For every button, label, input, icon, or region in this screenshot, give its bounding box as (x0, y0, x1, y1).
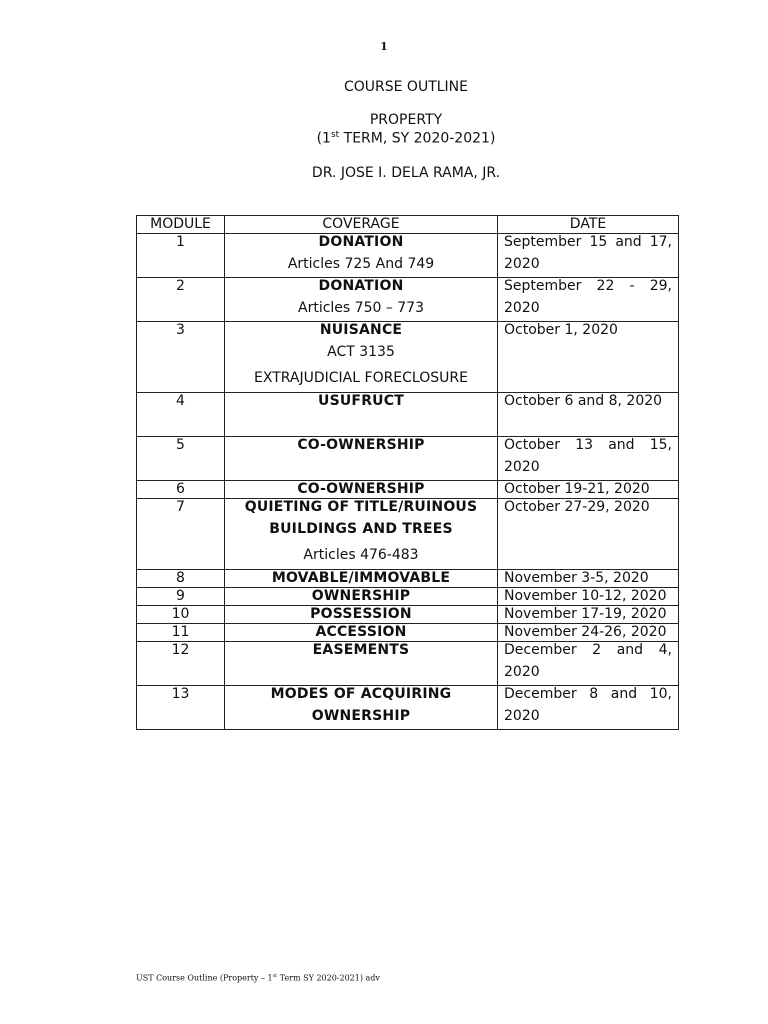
date-line: November 10-12, 2020 (504, 588, 667, 604)
module-number: 13 (137, 686, 225, 730)
course-outline-table (136, 215, 679, 730)
table-row (137, 588, 679, 606)
table-row (137, 686, 679, 730)
coverage-topic: POSSESSION (310, 606, 412, 622)
coverage-topic: DONATION (318, 234, 404, 250)
date-line: 2020 (504, 664, 540, 680)
coverage-topic: MOVABLE/IMMOVABLE (271, 570, 451, 586)
date-cell (498, 234, 679, 278)
term-rest: TERM, SY 2020-2021) (339, 130, 496, 147)
footer-superscript: st (272, 973, 278, 979)
page-footer (136, 973, 380, 983)
coverage-cell (225, 588, 498, 606)
coverage-topic: ACCESSION (315, 624, 407, 640)
date-cell (498, 499, 679, 570)
coverage-topic: DONATION (318, 278, 404, 294)
date-cell (498, 437, 679, 481)
coverage-topic: CO-OWNERSHIP (297, 481, 425, 497)
module-number: 11 (137, 624, 225, 642)
coverage-cell (225, 642, 498, 686)
module-number: 2 (137, 278, 225, 322)
coverage-cell (225, 278, 498, 322)
date-line: 2020 (504, 459, 540, 475)
date-line: October 6 and 8, 2020 (504, 393, 663, 409)
date-line: December 2 and 4, (504, 642, 672, 658)
table-row (137, 499, 679, 570)
date-line: December 8 and 10, (504, 686, 672, 702)
date-line: November 17-19, 2020 (504, 606, 667, 622)
document-title: COURSE OUTLINE (343, 79, 469, 95)
coverage-cell (225, 606, 498, 624)
coverage-topic: NUISANCE (319, 322, 403, 338)
coverage-cell (225, 686, 498, 730)
module-number: 10 (137, 606, 225, 624)
module-number: 12 (137, 642, 225, 686)
header-coverage: COVERAGE (225, 216, 498, 234)
module-number: 9 (137, 588, 225, 606)
date-line: September 22 - 29, (504, 278, 672, 294)
module-number: 8 (137, 570, 225, 588)
page-number: 1 (380, 40, 388, 53)
footer-text-b: Term SY 2020-2021) adv (277, 973, 380, 983)
coverage-detail: ACT 3135 (327, 344, 395, 360)
date-line: 2020 (504, 708, 540, 724)
date-cell (498, 570, 679, 588)
date-line: October 13 and 15, (504, 437, 672, 453)
coverage-cell (225, 570, 498, 588)
date-line: October 27-29, 2020 (504, 499, 650, 515)
coverage-detail: Articles 750 – 773 (298, 300, 424, 316)
coverage-topic: CO-OWNERSHIP (297, 437, 425, 453)
date-line: October 19-21, 2020 (504, 481, 650, 497)
table-row (137, 278, 679, 322)
coverage-topic: BUILDINGS AND TREES (269, 521, 453, 537)
coverage-topic: QUIETING OF TITLE/RUINOUS (244, 499, 478, 515)
coverage-cell (225, 393, 498, 437)
table-row (137, 570, 679, 588)
date-line: September 15 and 17, (504, 234, 672, 250)
coverage-cell (225, 437, 498, 481)
coverage-detail: EXTRAJUDICIAL FORECLOSURE (254, 370, 468, 386)
module-number: 7 (137, 499, 225, 570)
date-line: November 24-26, 2020 (504, 624, 667, 640)
module-number: 3 (137, 322, 225, 393)
coverage-cell (225, 234, 498, 278)
table-row (137, 481, 679, 499)
header-module: MODULE (137, 216, 225, 234)
coverage-topic: USUFRUCT (318, 393, 404, 409)
table-row (137, 437, 679, 481)
date-line: October 1, 2020 (504, 322, 618, 338)
term-line (0, 130, 768, 147)
table-row (137, 606, 679, 624)
module-number: 1 (137, 234, 225, 278)
coverage-topic: OWNERSHIP (311, 708, 411, 724)
date-cell (498, 588, 679, 606)
module-number: 6 (137, 481, 225, 499)
table-row (137, 234, 679, 278)
date-cell (498, 322, 679, 393)
date-cell (498, 278, 679, 322)
footer-text-a: UST Course Outline (Property – 1 (136, 973, 273, 983)
coverage-topic: MODES OF ACQUIRING (270, 686, 452, 702)
coverage-cell (225, 481, 498, 499)
instructor-name: DR. JOSE I. DELA RAMA, JR. (311, 165, 501, 181)
table-body (137, 234, 679, 730)
date-cell (498, 642, 679, 686)
date-cell (498, 686, 679, 730)
date-cell (498, 624, 679, 642)
coverage-cell (225, 322, 498, 393)
header-date: DATE (498, 216, 679, 234)
table-header-row (137, 216, 679, 234)
subject-title: PROPERTY (369, 112, 443, 128)
date-cell (498, 606, 679, 624)
coverage-detail: Articles 476-483 (303, 547, 419, 563)
date-line: 2020 (504, 256, 540, 272)
coverage-detail: Articles 725 And 749 (287, 256, 435, 272)
table-row (137, 624, 679, 642)
table-row (137, 322, 679, 393)
module-number: 4 (137, 393, 225, 437)
term-superscript: st (330, 130, 340, 140)
term-open: (1 (316, 130, 331, 147)
date-line: 2020 (504, 300, 540, 316)
coverage-topic: EASEMENTS (312, 642, 410, 658)
coverage-topic: OWNERSHIP (311, 588, 411, 604)
date-cell (498, 393, 679, 437)
table-row (137, 393, 679, 437)
date-line: November 3-5, 2020 (504, 570, 649, 586)
coverage-cell (225, 624, 498, 642)
module-number: 5 (137, 437, 225, 481)
table-row (137, 642, 679, 686)
date-cell (498, 481, 679, 499)
coverage-cell (225, 499, 498, 570)
